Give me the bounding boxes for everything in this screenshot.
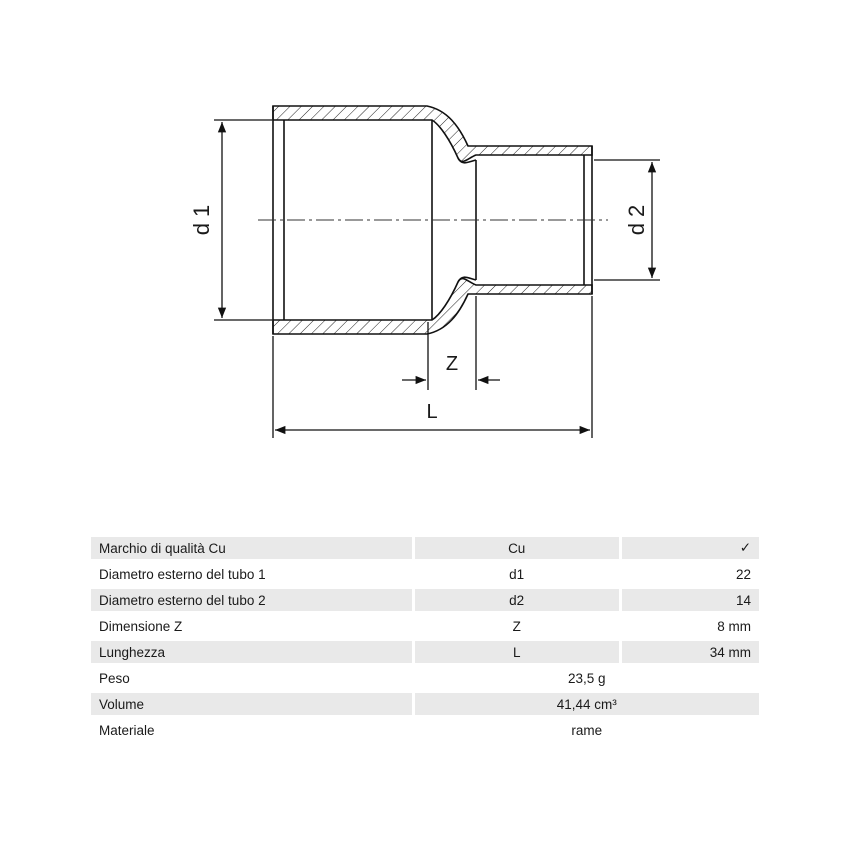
row-value: 34 mm bbox=[622, 641, 759, 663]
table-row bbox=[91, 641, 759, 663]
row-label: Volume bbox=[91, 693, 412, 715]
z-label: Z bbox=[445, 353, 459, 375]
row-label: Peso bbox=[91, 667, 412, 689]
row-label: Materiale bbox=[91, 719, 412, 741]
row-value: rame bbox=[415, 719, 759, 741]
row-value: 41,44 cm³ bbox=[415, 693, 759, 715]
row-symbol: d1 bbox=[415, 563, 619, 585]
d2-label: d 2 bbox=[624, 204, 649, 236]
row-value: 14 bbox=[622, 589, 759, 611]
row-symbol: d2 bbox=[415, 589, 619, 611]
table-row bbox=[91, 667, 759, 689]
row-symbol: L bbox=[415, 641, 619, 663]
row-label: Diametro esterno del tubo 2 bbox=[91, 589, 412, 611]
row-value: 23,5 g bbox=[415, 667, 759, 689]
table-row bbox=[91, 693, 759, 715]
l-label: L bbox=[426, 401, 438, 423]
table-row bbox=[91, 615, 759, 637]
table-row bbox=[91, 563, 759, 585]
table-row bbox=[91, 537, 759, 559]
row-value: ✓ bbox=[622, 537, 759, 559]
row-symbol: Cu bbox=[415, 537, 619, 559]
row-label: Lunghezza bbox=[91, 641, 412, 663]
spec-table bbox=[88, 533, 762, 745]
table-row bbox=[91, 719, 759, 741]
row-symbol: Z bbox=[415, 615, 619, 637]
row-label: Dimensione Z bbox=[91, 615, 412, 637]
table-row bbox=[91, 589, 759, 611]
row-label: Diametro esterno del tubo 1 bbox=[91, 563, 412, 585]
d1-label: d 1 bbox=[189, 204, 214, 236]
row-value: 8 mm bbox=[622, 615, 759, 637]
row-label: Marchio di qualità Cu bbox=[91, 537, 412, 559]
row-value: 22 bbox=[622, 563, 759, 585]
